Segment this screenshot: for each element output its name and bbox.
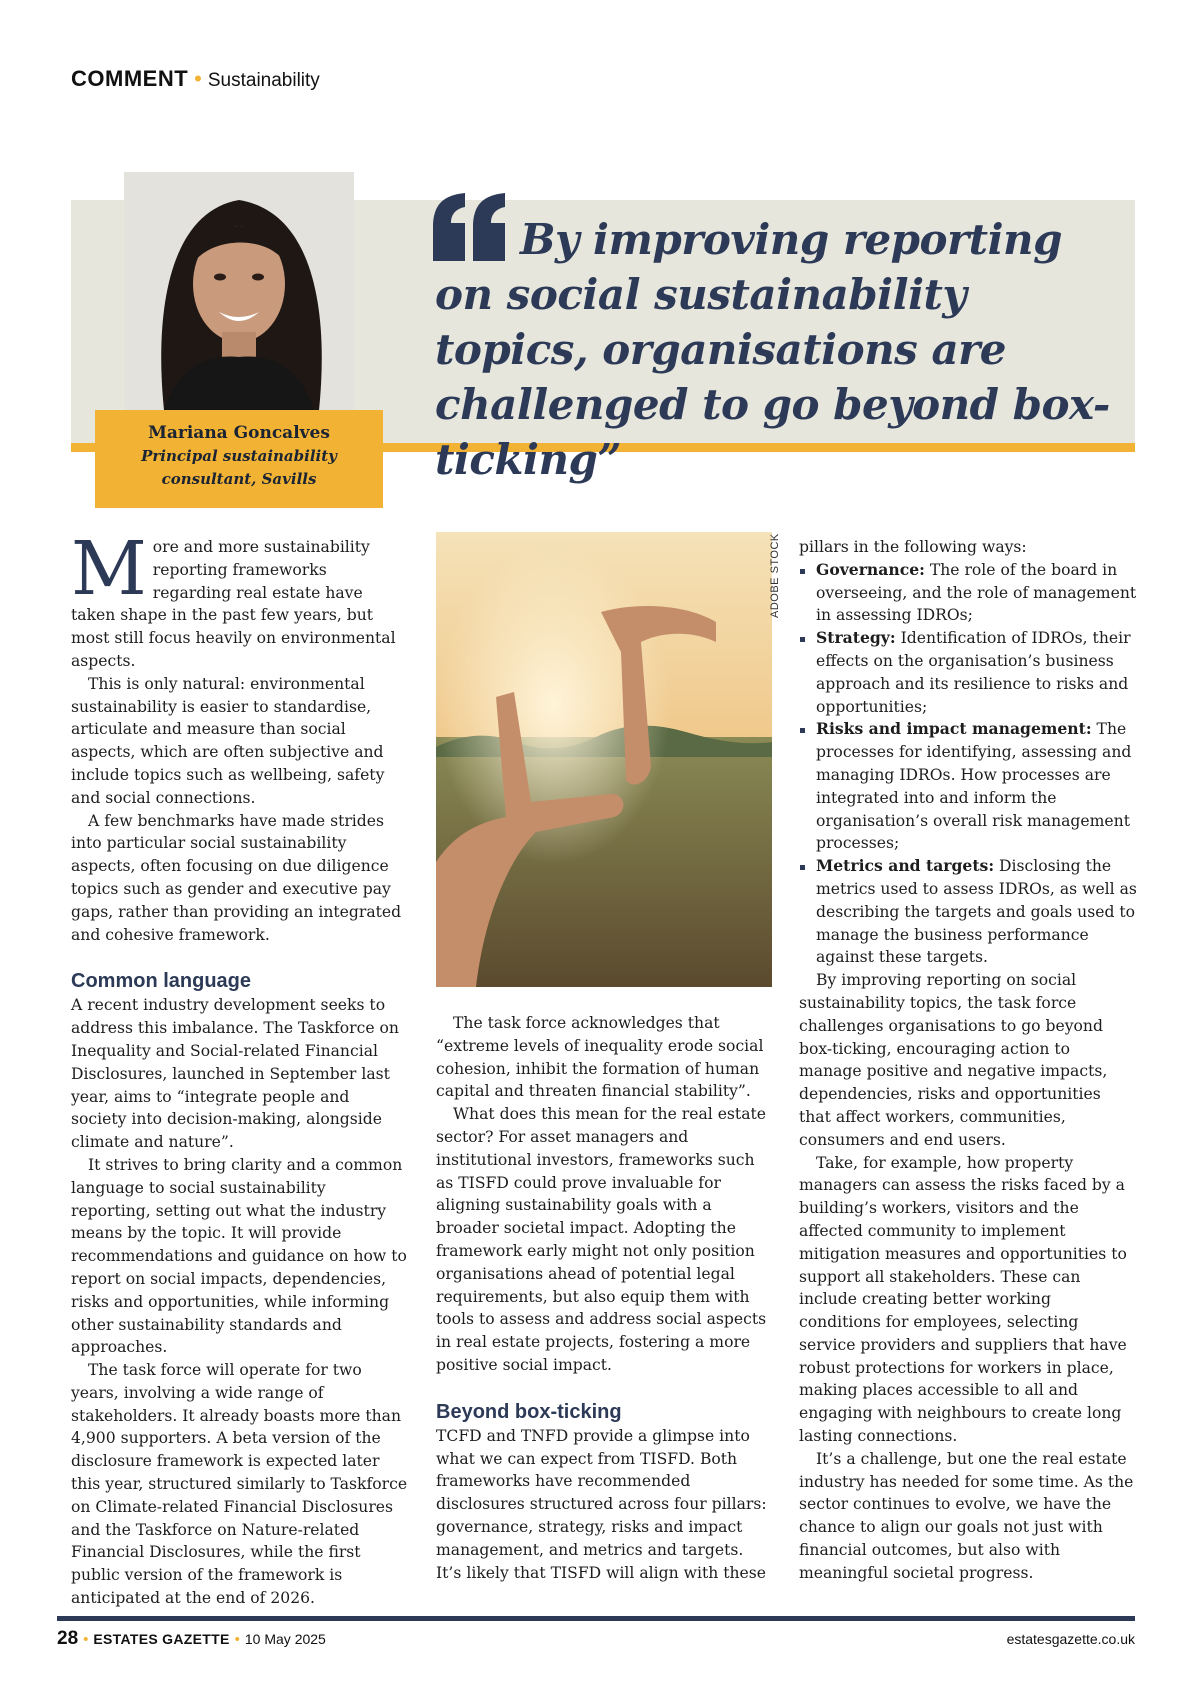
author-role <box>95 445 383 491</box>
pillar-text: Disclosing the metrics used to assess IDROs, as well as describing the targets and goals used to manage the business performance against these targets. <box>816 857 1137 967</box>
separator-dot: • <box>194 66 202 91</box>
paragraph: pillars in the following ways: <box>799 538 1027 556</box>
issue-date: 10 May 2025 <box>244 1631 326 1647</box>
page-footer <box>57 1628 1135 1652</box>
paragraph: ore and more sustainability reporting frameworks regarding real estate have taken shape in the past few years, but most still focus heavily on environmental aspects. <box>71 538 396 670</box>
hands-frame-photo <box>436 532 772 987</box>
article-column-2 <box>436 1012 772 1584</box>
publication-name: ESTATES GAZETTE <box>93 1631 230 1647</box>
list-item <box>799 627 1137 718</box>
pillar-term: Strategy: <box>816 628 896 648</box>
author-role-line: consultant, Savills <box>161 470 317 488</box>
paragraph: This is only natural: environmental sustainability is easier to standardise, articulate and measure than social aspects, which are often subjective and include topics such as wellbeing, safety and social connections. <box>71 674 385 807</box>
author-name: Mariana Goncalves <box>148 423 330 443</box>
author-role-line: Principal sustainability <box>141 447 337 465</box>
pillar-list <box>799 559 1137 969</box>
pillar-text: Identification of IDROs, their effects on the organisation’s business approach and its resilience to risks and opportunities; <box>816 629 1131 716</box>
paragraph: The task force will operate for two years, involving a wide range of stakeholders. It already boasts more than 4,900 supporters. A beta version of the disclosure framework is expected later this year, structured similarly to Taskforce on Climate-related Financial Disclosures and the Taskforce on Nature-related Financial Disclosures, while the first public version of the framework is anticipated at the end of 2026. <box>71 1361 408 1608</box>
author-portrait <box>124 172 354 410</box>
paragraph: It’s a challenge, but one the real estate industry has needed for some time. As the sector continues to evolve, we have the chance to align our goals not just with financial outcomes, but also with meaningful societal progress. <box>799 1449 1134 1582</box>
website-link[interactable]: estatesgazette.co.uk <box>1006 1631 1135 1647</box>
page-number: 28 <box>57 1628 79 1649</box>
footer-left <box>57 1628 326 1650</box>
paragraph: A few benchmarks have made strides into particular social sustainability aspects, often focusing on due diligence topics such as gender and executive pay gaps, rather than providing an integrated and cohesive framework. <box>71 811 402 944</box>
pillar-term: Governance: <box>816 559 925 579</box>
section-topic: Sustainability <box>207 70 320 91</box>
article-column-1 <box>71 526 408 1610</box>
separator-dot: • <box>83 1631 89 1648</box>
separator-dot: • <box>234 1631 240 1648</box>
subheading-beyond-box-ticking: Beyond box-ticking <box>436 1400 622 1423</box>
paragraph: A recent industry development seeks to address this imbalance. The Taskforce on Inequality and Social-related Financial Disclosures, launched in September last year, aims to “integrate people and society into decision-making, alongside climate and nature”. <box>71 996 399 1152</box>
list-item <box>799 559 1137 627</box>
paragraph: The task force acknowledges that “extreme levels of inequality erode social cohesion, inhibit the formation of human capital and threaten financial stability”. <box>436 1014 764 1101</box>
author-photo <box>124 172 354 410</box>
pillar-term: Risks and impact management: <box>816 719 1092 739</box>
article-column-3 <box>799 536 1137 1585</box>
paragraph: It strives to bring clarity and a common language to social sustainability reporting, setting out what the industry means by the topic. It will provide recommendations and guidance on how to report on social impacts, dependencies, risks and opportunities, while informing other sustainability standards and approaches. <box>71 1155 407 1357</box>
pillar-text: The processes for identifying, assessing and managing IDROs. How processes are integrated into and inform the organisation’s overall risk management processes; <box>816 720 1132 853</box>
pillar-term: Metrics and targets: <box>816 856 995 876</box>
article-photo <box>436 532 772 987</box>
photo-credit: ADOBE STOCK <box>769 533 781 618</box>
drop-cap: M <box>71 526 147 612</box>
paragraph: TCFD and TNFD provide a glimpse into what we can expect from TISFD. Both frameworks have recommended disclosures structured across four pillars: governance, strategy, risks and impact management, and metrics and targets. It’s likely that TISFD will align with these <box>436 1426 767 1582</box>
section-header <box>71 66 320 92</box>
list-item <box>799 855 1137 969</box>
paragraph: Take, for example, how property managers can assess the risks faced by a building’s workers, visitors and the affected community to implement mitigation measures and opportunities to support all stakeholders. These can include creating better working conditions for employees, selecting service providers and suppliers that have robust protections for workers in place, making places accessible to all and engaging with neighbours to create long lasting connections. <box>799 1153 1127 1446</box>
pillar-text: The role of the board in overseeing, and the role of management in assessing IDROs; <box>816 560 1137 625</box>
pull-quote: By improving reporting on social sustainability topics, organisations are challenged to go beyond box-ticking” <box>435 215 1110 484</box>
subheading-common-language: Common language <box>71 970 252 993</box>
paragraph: What does this mean for the real estate sector? For asset managers and institutional investors, frameworks such as TISFD could prove invaluable for aligning sustainability goals with a broader societal impact. Adopting the framework early might not only position organisations ahead of potential legal requirements, but also equip them with tools to assess and address social aspects in real estate projects, fostering a more positive social impact. <box>436 1105 767 1374</box>
author-card <box>95 410 383 508</box>
paragraph: By improving reporting on social sustainability topics, the task force challenges organisations to go beyond box-ticking, encouraging action to manage positive and negative impacts, dependencies, risks and opportunities that affect workers, communities, consumers and end users. <box>799 971 1108 1149</box>
footer-rule <box>57 1616 1135 1621</box>
section-label: COMMENT <box>71 66 189 91</box>
list-item <box>799 718 1137 855</box>
